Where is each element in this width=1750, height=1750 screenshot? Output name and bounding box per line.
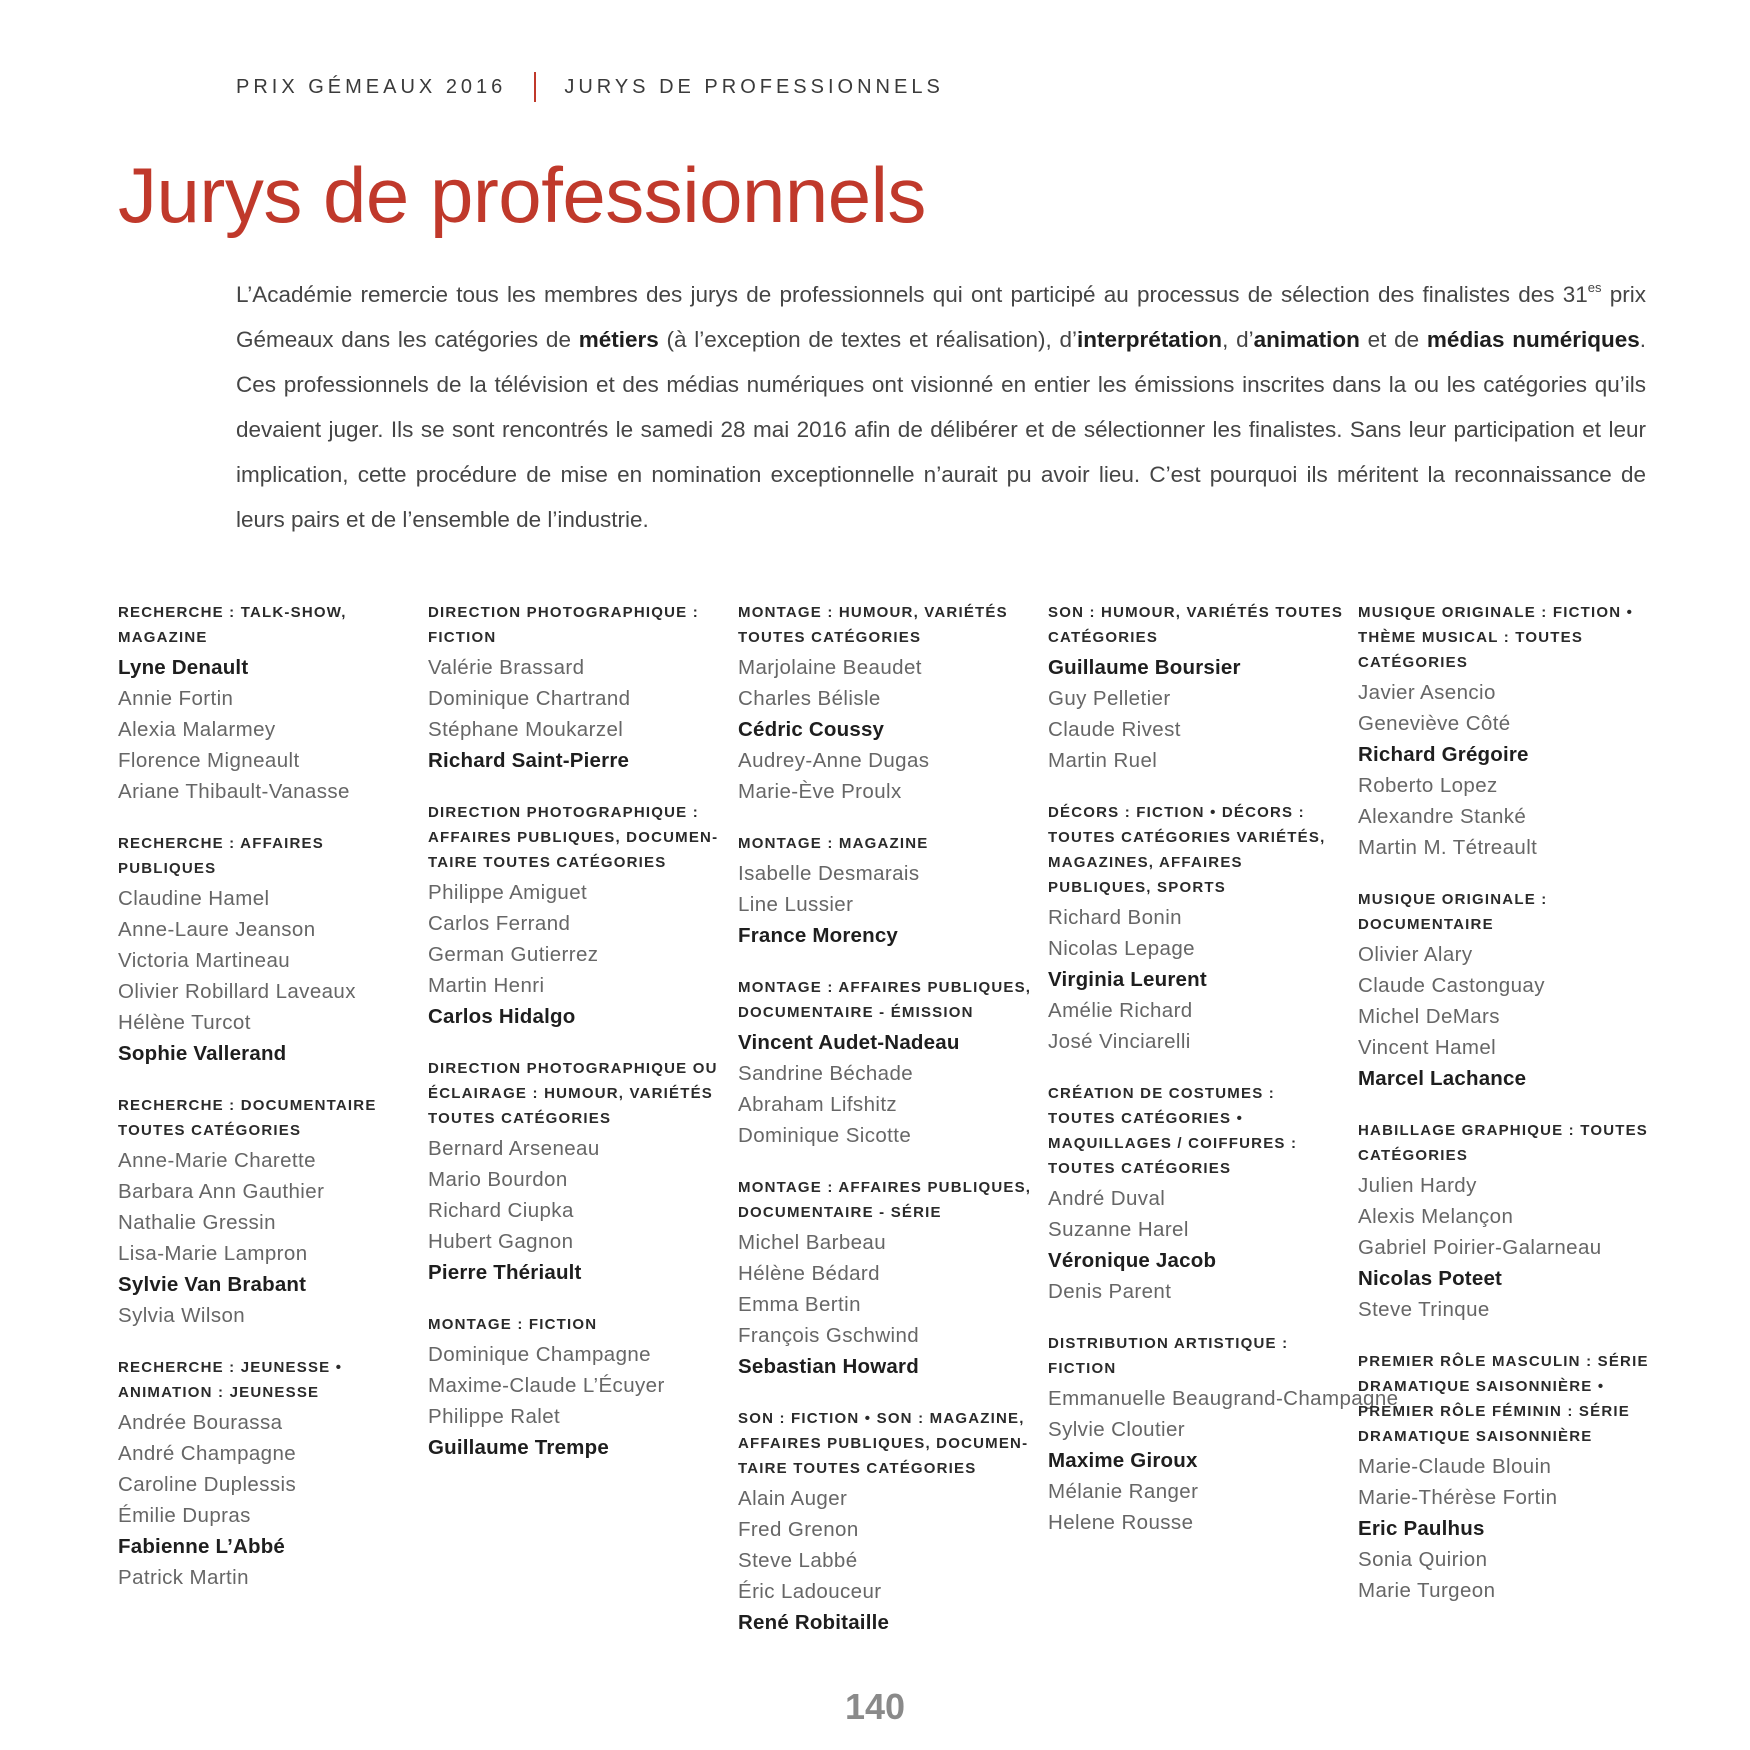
jury-president: Guillaume Trempe: [428, 1436, 609, 1459]
jury-member-list: [118, 883, 418, 1069]
jury-president: France Morency: [738, 924, 899, 947]
running-head-separator: [534, 72, 536, 102]
jury-member: Barbara Ann Gauthier: [118, 1180, 325, 1203]
jury-member-list: [738, 652, 1038, 807]
jury-president: Lyne Denault: [118, 656, 249, 679]
jury-category-title: MONTAGE : HUMOUR, VARIÉTÉS TOUTES CATÉGORIES: [738, 604, 1008, 646]
jury-group: [1048, 800, 1348, 1057]
jury-group: [118, 1355, 418, 1593]
jury-member: Fred Grenon: [738, 1518, 859, 1541]
jury-member-list: [738, 1227, 1038, 1382]
jury-group: [428, 1056, 728, 1288]
jury-member: Alexandre Stanké: [1358, 805, 1527, 828]
jury-group: [1048, 600, 1348, 776]
jury-president: Véronique Jacob: [1048, 1249, 1217, 1272]
jury-president: Maxime Giroux: [1048, 1449, 1198, 1472]
jury-member: Emmanuelle Beaugrand-Champagne: [1048, 1387, 1399, 1410]
jury-member: Claude Rivest: [1048, 718, 1181, 741]
jury-group: [1358, 887, 1658, 1094]
jury-member-list: [1048, 652, 1348, 776]
jury-member: Mélanie Ranger: [1048, 1480, 1199, 1503]
jury-member: Hélène Bédard: [738, 1262, 880, 1285]
jury-column: [428, 600, 728, 1487]
jury-member: Steve Trinque: [1358, 1298, 1490, 1321]
jury-member-list: [1048, 1183, 1348, 1307]
jury-category-title: DIRECTION PHOTOGRAPHIQUE : FICTION: [428, 604, 699, 646]
jury-member: Line Lussier: [738, 893, 854, 916]
running-head-section: JURYS DE PROFESSIONNELS: [564, 75, 944, 98]
jury-member: Charles Bélisle: [738, 687, 881, 710]
jury-member-list: [118, 1407, 418, 1593]
jury-member: Javier Asencio: [1358, 681, 1496, 704]
jury-member: Sandrine Béchade: [738, 1062, 914, 1085]
jury-member: Hélène Turcot: [118, 1011, 251, 1034]
jury-category-title: RECHERCHE : TALK-SHOW, MAGAZINE: [118, 604, 347, 646]
jury-group: [428, 1312, 728, 1463]
jury-category-title: MUSIQUE ORIGINALE : FICTION • THÈME MUSICAL : TOUTES CATÉGORIES: [1358, 604, 1634, 671]
jury-member: Marie-Ève Proulx: [738, 780, 902, 803]
jury-member: Marjolaine Beaudet: [738, 656, 922, 679]
intro-text: et de: [1359, 327, 1427, 352]
jury-member: Bernard Arseneau: [428, 1137, 600, 1160]
jury-member: Patrick Martin: [118, 1566, 249, 1589]
jury-group: [118, 600, 418, 807]
jury-group: [428, 600, 728, 776]
jury-member: Claudine Hamel: [118, 887, 270, 910]
intro-emphasis: interprétation: [1077, 327, 1223, 352]
jury-member: Dominique Chartrand: [428, 687, 631, 710]
intro-emphasis: animation: [1253, 327, 1360, 352]
jury-group: [738, 1406, 1038, 1638]
jury-member: Sonia Quirion: [1358, 1548, 1488, 1571]
jury-member: Andrée Bourassa: [118, 1411, 283, 1434]
jury-member-list: [428, 652, 728, 776]
jury-member: Éric Ladouceur: [738, 1580, 882, 1603]
jury-member: Marie Turgeon: [1358, 1579, 1496, 1602]
jury-category-title: MONTAGE : FICTION: [428, 1316, 598, 1333]
jury-member: Amélie Richard: [1048, 999, 1193, 1022]
jury-member: Claude Castonguay: [1358, 974, 1545, 997]
intro-emphasis: métiers: [578, 327, 659, 352]
jury-category-title: DIRECTION PHOTOGRAPHIQUE OU ÉCLAIRAGE : HUMOUR, VARIÉTÉS TOUTES CATÉGORIES: [428, 1060, 718, 1127]
jury-member: Maxime-Claude L’Écuyer: [428, 1374, 665, 1397]
intro-text: . Ces professionnels de la télévision et des médias numériques ont visionné en entier les émissions inscrites dans la ou les catégories qu’ils devaient juger. Ils se sont rencontrés le samedi 28 mai 2016 afin de délibérer et de sélectionner les finalistes. Sans leur participation et leur implication, cette procédure de mise en nomination exceptionnelle n’aurait pu avoir lieu. C’est pourquoi ils méritent la reconnaissance de leurs pairs et de l’ensemble de l’industrie.: [236, 327, 1647, 532]
jury-category-title: PREMIER RÔLE MASCULIN : SÉRIE DRAMATIQUE SAISONNIÈRE • PREMIER RÔLE FÉMININ : SÉRIE DRAMATIQUE SAISONNIÈRE: [1358, 1353, 1649, 1445]
jury-member: André Duval: [1048, 1187, 1166, 1210]
intro-text: (à l’exception de textes et réalisation), d’: [658, 327, 1078, 352]
jury-member: Marie-Thérèse Fortin: [1358, 1486, 1558, 1509]
jury-member-list: [738, 1483, 1038, 1638]
jury-member: Dominique Champagne: [428, 1343, 651, 1366]
jury-president: Virginia Leurent: [1048, 968, 1207, 991]
jury-group: [1048, 1081, 1348, 1307]
jury-group: [1048, 1331, 1399, 1538]
jury-member: Gabriel Poirier-Galarneau: [1358, 1236, 1602, 1259]
jury-member: Guy Pelletier: [1048, 687, 1171, 710]
jury-member: Sylvia Wilson: [118, 1304, 246, 1327]
jury-member: Alain Auger: [738, 1487, 848, 1510]
jury-group: [118, 831, 418, 1069]
intro-text: L’Académie remercie tous les membres des jurys de professionnels qui ont participé au processus de sélection des finalistes des 31: [236, 282, 1588, 307]
jury-member: Valérie Brassard: [428, 656, 585, 679]
page-title: Jurys de professionnels: [118, 151, 926, 239]
jury-category-title: MUSIQUE ORIGINALE : DOCUMENTAIRE: [1358, 891, 1548, 933]
jury-member: Caroline Duplessis: [118, 1473, 297, 1496]
jury-category-title: MONTAGE : AFFAIRES PUBLIQUES, DOCUMENTAIRE - SÉRIE: [738, 1179, 1032, 1221]
jury-member-list: [1358, 939, 1658, 1094]
jury-category-title: HABILLAGE GRAPHIQUE : TOUTES CATÉGORIES: [1358, 1122, 1648, 1164]
jury-member: Mario Bourdon: [428, 1168, 568, 1191]
jury-group: [738, 1175, 1038, 1382]
jury-member-list: [738, 858, 1038, 951]
jury-group: [738, 975, 1038, 1151]
jury-category-title: SON : FICTION • SON : MAGAZINE, AFFAIRES PUBLIQUES, DOCUMEN-TAIRE TOUTES CATÉGORIES: [738, 1410, 1029, 1477]
jury-member: Nathalie Gressin: [118, 1211, 276, 1234]
jury-president: Richard Grégoire: [1358, 743, 1529, 766]
jury-president: René Robitaille: [738, 1611, 890, 1634]
jury-member: Martin Ruel: [1048, 749, 1158, 772]
jury-member-list: [118, 652, 418, 807]
jury-member-list: [428, 877, 728, 1032]
jury-category-title: MONTAGE : AFFAIRES PUBLIQUES, DOCUMENTAIRE - ÉMISSION: [738, 979, 1032, 1021]
jury-member: Annie Fortin: [118, 687, 234, 710]
jury-member: Carlos Ferrand: [428, 912, 571, 935]
jury-column: [1358, 600, 1658, 1630]
page-number: 140: [844, 1686, 906, 1727]
jury-member-list: [428, 1133, 728, 1288]
intro-text: , d’: [1222, 327, 1254, 352]
jury-member: Martin M. Tétreault: [1358, 836, 1538, 859]
jury-member-list: [1358, 1451, 1658, 1606]
jury-president: Eric Paulhus: [1358, 1517, 1485, 1540]
jury-column: [1048, 600, 1399, 1562]
jury-member: Julien Hardy: [1358, 1174, 1477, 1197]
jury-category-title: DIRECTION PHOTOGRAPHIQUE : AFFAIRES PUBLIQUES, DOCUMEN-TAIRE TOUTES CATÉGORIES: [428, 804, 719, 871]
jury-member: Olivier Robillard Laveaux: [118, 980, 356, 1003]
jury-category-title: RECHERCHE : JEUNESSE • ANIMATION : JEUNESSE: [118, 1359, 343, 1401]
intro-emphasis: médias numériques: [1426, 327, 1640, 352]
jury-column: [118, 600, 418, 1617]
jury-president: Guillaume Boursier: [1048, 656, 1241, 679]
jury-member: Florence Migneault: [118, 749, 300, 772]
jury-member: Michel Barbeau: [738, 1231, 887, 1254]
jury-president: Marcel Lachance: [1358, 1067, 1527, 1090]
jury-category-title: DÉCORS : FICTION • DÉCORS : TOUTES CATÉGORIES VARIÉTÉS, MAGAZINES, AFFAIRES PUBLIQUES, SPORTS: [1048, 804, 1326, 896]
jury-member: Steve Labbé: [738, 1549, 858, 1572]
jury-member: Richard Bonin: [1048, 906, 1182, 929]
jury-group: [118, 1093, 418, 1331]
jury-member-list: [1048, 902, 1348, 1057]
jury-member: Martin Henri: [428, 974, 545, 997]
jury-member: Alexia Malarmey: [118, 718, 276, 741]
jury-member: Alexis Melançon: [1358, 1205, 1514, 1228]
jury-member: Roberto Lopez: [1358, 774, 1498, 797]
jury-member: Philippe Ralet: [428, 1405, 561, 1428]
jury-member: Olivier Alary: [1358, 943, 1473, 966]
jury-member: Isabelle Desmarais: [738, 862, 920, 885]
jury-member: Dominique Sicotte: [738, 1124, 912, 1147]
jury-category-title: SON : HUMOUR, VARIÉTÉS TOUTES CATÉGORIES: [1048, 604, 1344, 646]
jury-member: Emma Bertin: [738, 1293, 861, 1316]
jury-president: Cédric Coussy: [738, 718, 885, 741]
jury-member: German Gutierrez: [428, 943, 599, 966]
jury-member: Abraham Lifshitz: [738, 1093, 898, 1116]
jury-president: Sebastian Howard: [738, 1355, 919, 1378]
jury-group: [428, 800, 728, 1032]
jury-member: François Gschwind: [738, 1324, 920, 1347]
jury-member: Stéphane Moukarzel: [428, 718, 624, 741]
jury-member: André Champagne: [118, 1442, 297, 1465]
jury-president: Vincent Audet-Nadeau: [738, 1031, 960, 1054]
jury-member: Marie-Claude Blouin: [1358, 1455, 1552, 1478]
jury-member: Denis Parent: [1048, 1280, 1172, 1303]
jury-member: Audrey-Anne Dugas: [738, 749, 930, 772]
jury-president: Sylvie Van Brabant: [118, 1273, 307, 1296]
jury-president: Pierre Thériault: [428, 1261, 582, 1284]
jury-group: [1358, 600, 1658, 863]
jury-member: Geneviève Côté: [1358, 712, 1511, 735]
jury-member: Anne-Laure Jeanson: [118, 918, 316, 941]
jury-member: Victoria Martineau: [118, 949, 291, 972]
intro-paragraph: [236, 272, 1646, 542]
jury-member-list: [1358, 1170, 1658, 1325]
jury-member: Philippe Amiguet: [428, 881, 588, 904]
jury-member: Nicolas Lepage: [1048, 937, 1195, 960]
jury-column: [738, 600, 1038, 1662]
jury-president: Fabienne L’Abbé: [118, 1535, 286, 1558]
jury-member: Richard Ciupka: [428, 1199, 574, 1222]
jury-category-title: RECHERCHE : AFFAIRES PUBLIQUES: [118, 835, 324, 877]
jury-category-title: MONTAGE : MAGAZINE: [738, 835, 929, 852]
jury-member: Vincent Hamel: [1358, 1036, 1497, 1059]
jury-member: Hubert Gagnon: [428, 1230, 574, 1253]
jury-group: [738, 600, 1038, 807]
jury-category-title: CRÉATION DE COSTUMES : TOUTES CATÉGORIES • MAQUILLAGES / COIFFURES : TOUTES CATÉGORIES: [1048, 1085, 1298, 1177]
jury-president: Richard Saint-Pierre: [428, 749, 630, 772]
jury-member: Ariane Thibault-Vanasse: [118, 780, 350, 803]
jury-member-list: [118, 1145, 418, 1331]
jury-category-title: DISTRIBUTION ARTISTIQUE : FICTION: [1048, 1335, 1289, 1377]
jury-member-list: [1358, 677, 1658, 863]
jury-member: Sylvie Cloutier: [1048, 1418, 1186, 1441]
running-head-publication: PRIX GÉMEAUX 2016: [236, 75, 507, 98]
intro-text: prix Gémeaux dans les catégories de: [236, 282, 1647, 352]
jury-president: Nicolas Poteet: [1358, 1267, 1503, 1290]
jury-category-title: RECHERCHE : DOCUMENTAIRE TOUTES CATÉGORIES: [118, 1097, 377, 1139]
jury-president: Carlos Hidalgo: [428, 1005, 576, 1028]
jury-member: Émilie Dupras: [118, 1504, 251, 1527]
jury-group: [1358, 1349, 1658, 1606]
jury-member: José Vinciarelli: [1048, 1030, 1191, 1053]
jury-president: Sophie Vallerand: [118, 1042, 287, 1065]
jury-member: Lisa-Marie Lampron: [118, 1242, 308, 1265]
jury-member-list: [428, 1339, 728, 1463]
running-head: [236, 72, 944, 102]
intro-superscript: es: [1587, 280, 1602, 295]
jury-member-list: [738, 1027, 1038, 1151]
jury-member: Suzanne Harel: [1048, 1218, 1189, 1241]
jury-member: Helene Rousse: [1048, 1511, 1194, 1534]
jury-member: Michel DeMars: [1358, 1005, 1500, 1028]
jury-group: [738, 831, 1038, 951]
jury-member: Anne-Marie Charette: [118, 1149, 316, 1172]
jury-member-list: [1048, 1383, 1399, 1538]
jury-group: [1358, 1118, 1658, 1325]
